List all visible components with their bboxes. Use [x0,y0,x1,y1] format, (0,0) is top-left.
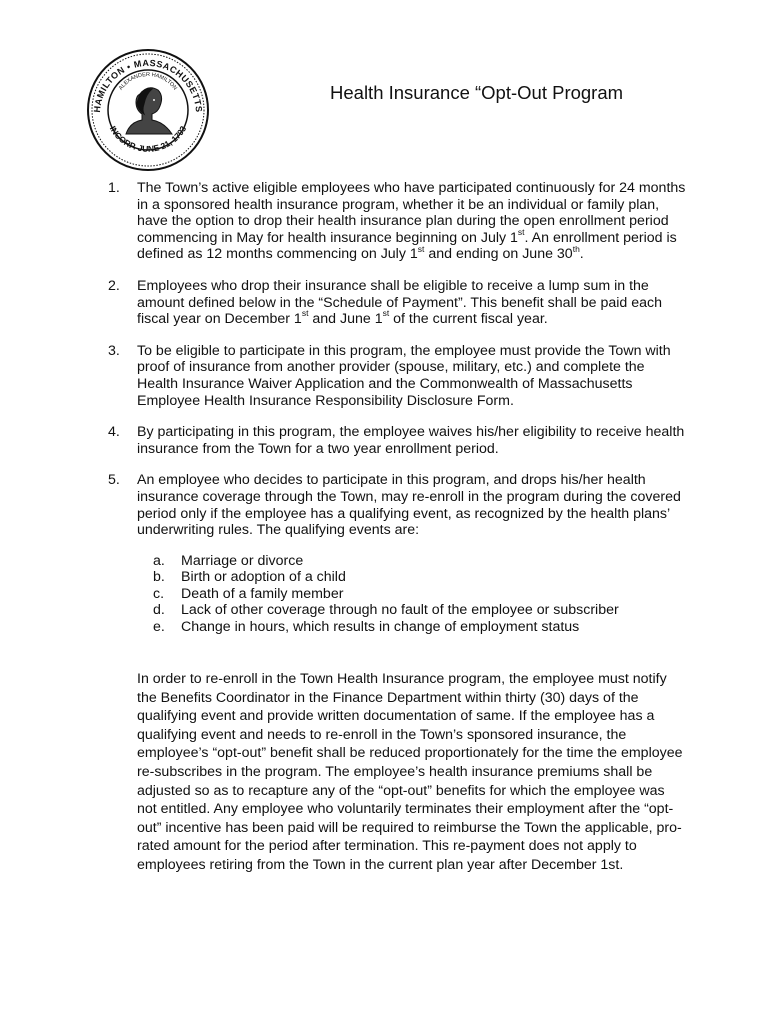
list-item [108,278,688,328]
item-number: 2. [108,277,120,294]
sub-list-item: c. Death of a family member [153,585,344,602]
item-text: Employees who drop their insurance shall be eligible to receive a lump sum in the amount defined below in the “Schedule of Payment”. This benefit shall be paid each fiscal year on December 1st and June 1st of the current fiscal year. [137,277,663,328]
item-number: 4. [108,424,120,441]
list-item [108,343,688,409]
sub-list-item: a. Marriage or divorce [153,552,304,569]
list-item [108,472,688,635]
qualifying-events-list [137,553,688,636]
policy-list [108,180,688,651]
item-text: An employee who decides to participate in this program, and drops his/her health insurance coverage through the Town, may re-enroll in the program during the covered period only if the employee has a qualifying event, as recognized by the health plans’ underwriting rules. The qualifying events are: [137,472,681,539]
item-text: To be eligible to participate in this program, the employee must provide the Town with proof of insurance from another provider (spouse, military, etc.) and complete the Health Insurance Waiver Application and the Commonwealth of Massachusetts Employee Health Insurance Responsibility Disclosure Form. [137,342,671,409]
sub-list-item: b. Birth or adoption of a child [153,569,346,586]
list-item [108,180,688,263]
item-text-block [137,472,688,635]
seal-bottom-text: INCORP. JUNE 21, 1793 [107,124,189,154]
sub-list-item: e. Change in hours, which results in change of employment status [153,619,580,636]
item-text: The Town’s active eligible employees who have participated continuously for 24 months in a sponsored health insurance program, whether it be an individual or family plan, have the option to drop their health insurance plan during the open enrollment period commencing in May for health insurance beginning on July 1st. An enrollment period is defined as 12 months commencing on July 1st and ending on June 30th. [137,180,686,263]
seal-inner-text: ALEXANDER HAMILTON [118,71,178,92]
item-number: 1. [108,180,120,196]
item-text: By participating in this program, the employee waives his/her eligibility to receive health insurance from the Town for a two year enrollment period. [137,424,685,457]
item-number: 5. [108,472,120,489]
seal-outer-text: HAMILTON • MASSACHUSETTS [91,57,205,113]
town-seal [86,48,210,172]
closing-paragraph: In order to re-enroll in the Town Health Insurance program, the employee must notify the Benefits Coordinator in the Finance Department within thirty (30) days of the qualifying event and provide written documentation of same. If the employee has a qualifying event and needs to re-enroll in the Town’s sponsored insurance, the employee’s “opt-out” benefit shall be reduced proportionately for the time the employee re-subscribes in the program. The employee’s health insurance premiums shall be adjusted so as to recapture any of the “opt-out” benefits for which the employee was not entitled. Any employee who voluntarily terminates their employment after the “opt-out” incentive has been paid will be required to reimburse the Town the applicable, pro-rated amount for the period after termination. This re-payment does not apply to employees retiring from the Town in the current plan year after December 1st. [137,671,683,873]
portrait-icon [126,88,172,134]
sub-list-item: d. Lack of other coverage through no fault of the employee or subscriber [153,602,619,619]
page-title: Health Insurance “Opt-Out Program [330,82,624,103]
list-item [108,424,688,457]
item-number: 3. [108,342,120,359]
